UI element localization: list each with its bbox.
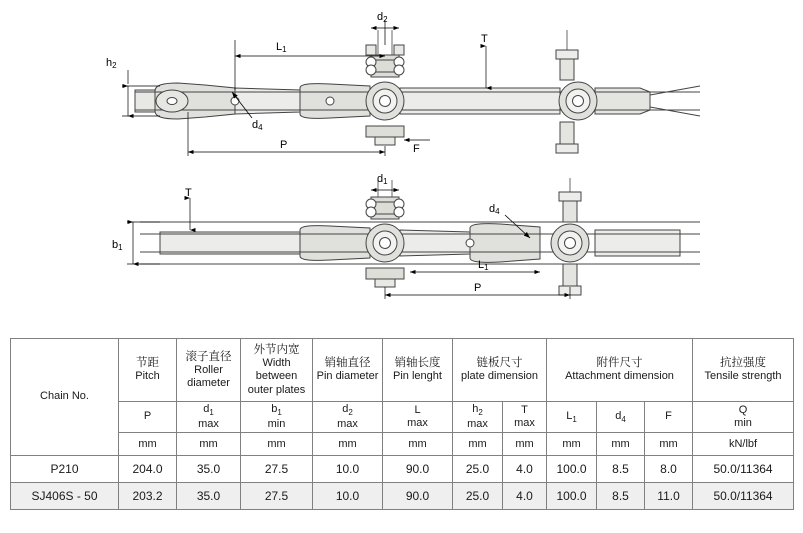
sym-P: P bbox=[119, 402, 177, 433]
cell-b1: 27.5 bbox=[241, 456, 313, 483]
label-d4-bottom: d4 bbox=[489, 203, 500, 216]
header-pin-diameter: 销轴直径 Pin diameter bbox=[313, 339, 383, 402]
right-roller-top bbox=[556, 30, 597, 153]
center-roller-top bbox=[366, 20, 404, 145]
cell-b1: 27.5 bbox=[241, 483, 313, 510]
unit-d2: mm bbox=[313, 433, 383, 456]
header-plate-dimension: 链板尺寸 plate dimension bbox=[453, 339, 547, 402]
cell-L: 90.0 bbox=[383, 483, 453, 510]
cell-d2: 10.0 bbox=[313, 483, 383, 510]
cell-L1: 100.0 bbox=[547, 456, 597, 483]
cell-h2: 25.0 bbox=[453, 456, 503, 483]
right-roller-bottom bbox=[551, 178, 589, 295]
sym-d2: $d_2$ max bbox=[313, 402, 383, 433]
unit-P: mm bbox=[119, 433, 177, 456]
cell-chain-no: P210 bbox=[11, 456, 119, 483]
unit-T: mm bbox=[503, 433, 547, 456]
cell-d4: 8.5 bbox=[597, 483, 645, 510]
label-h2: h2 bbox=[106, 57, 117, 70]
label-d1: d1 bbox=[377, 173, 388, 186]
cell-L1: 100.0 bbox=[547, 483, 597, 510]
cell-F: 11.0 bbox=[645, 483, 693, 510]
cell-Q: 50.0/11364 bbox=[693, 483, 794, 510]
label-P-top: P bbox=[280, 139, 288, 151]
label-F: F bbox=[413, 143, 420, 155]
sym-d4: $d_4$ bbox=[597, 402, 645, 433]
label-d4-top: d4 bbox=[252, 119, 263, 132]
unit-L: mm bbox=[383, 433, 453, 456]
sym-d1: $d_1$ max bbox=[177, 402, 241, 433]
cell-T: 4.0 bbox=[503, 483, 547, 510]
header-pin-length: 销轴长度 Pin lenght bbox=[383, 339, 453, 402]
header-row-units bbox=[11, 433, 794, 456]
label-T-top: T bbox=[481, 33, 488, 45]
label-T-bottom: T bbox=[185, 187, 192, 199]
header-width-between-outer-plates: 外节内宽 Width between outer plates bbox=[241, 339, 313, 402]
unit-d1: mm bbox=[177, 433, 241, 456]
cell-h2: 25.0 bbox=[453, 483, 503, 510]
header-tensile-strength: 抗拉强度 Tensile strength bbox=[693, 339, 794, 402]
cell-F: 8.0 bbox=[645, 456, 693, 483]
cell-d1: 35.0 bbox=[177, 483, 241, 510]
header-attachment-dimension: 附件尺寸 Attachment dimension bbox=[547, 339, 693, 402]
table-row bbox=[11, 456, 794, 483]
center-roller-bottom bbox=[366, 180, 404, 287]
sym-Q: Q min bbox=[693, 402, 794, 433]
table-row bbox=[11, 483, 794, 510]
header-roller-diameter: 滚子直径 Roller diameter bbox=[177, 339, 241, 402]
spec-table-wrapper bbox=[10, 338, 793, 510]
header-chain-no bbox=[11, 339, 119, 456]
unit-Q: kN/lbf bbox=[693, 433, 794, 456]
bottom-view bbox=[112, 173, 700, 299]
cell-chain-no: SJ406S - 50 bbox=[11, 483, 119, 510]
unit-h2: mm bbox=[453, 433, 503, 456]
sym-L: L max bbox=[383, 402, 453, 433]
unit-b1: mm bbox=[241, 433, 313, 456]
sym-b1: $b_1$ min bbox=[241, 402, 313, 433]
label-L1-bottom: L1 bbox=[478, 259, 489, 272]
cell-T: 4.0 bbox=[503, 456, 547, 483]
header-row-names bbox=[11, 339, 794, 402]
sym-T: T max bbox=[503, 402, 547, 433]
header-pitch: 节距 Pitch bbox=[119, 339, 177, 402]
label-P-bottom: P bbox=[474, 282, 482, 294]
unit-L1: mm bbox=[547, 433, 597, 456]
unit-F: mm bbox=[645, 433, 693, 456]
sym-h2: $h_2$ max bbox=[453, 402, 503, 433]
sym-F: F bbox=[645, 402, 693, 433]
header-chain-no-label: Chain No. bbox=[40, 390, 89, 403]
label-L1-top: L1 bbox=[276, 41, 287, 54]
unit-d4: mm bbox=[597, 433, 645, 456]
spec-table bbox=[10, 338, 794, 510]
cell-d1: 35.0 bbox=[177, 456, 241, 483]
cell-P: 203.2 bbox=[119, 483, 177, 510]
cell-Q: 50.0/11364 bbox=[693, 456, 794, 483]
header-row-symbols bbox=[11, 402, 794, 433]
label-b1: b1 bbox=[112, 239, 123, 252]
left-eye bbox=[156, 90, 188, 112]
cell-d2: 10.0 bbox=[313, 456, 383, 483]
cell-d4: 8.5 bbox=[597, 456, 645, 483]
cell-P: 204.0 bbox=[119, 456, 177, 483]
sym-L1: $L_1$ bbox=[547, 402, 597, 433]
label-d2: d2 bbox=[377, 11, 388, 24]
cell-L: 90.0 bbox=[383, 456, 453, 483]
top-view bbox=[106, 11, 700, 156]
